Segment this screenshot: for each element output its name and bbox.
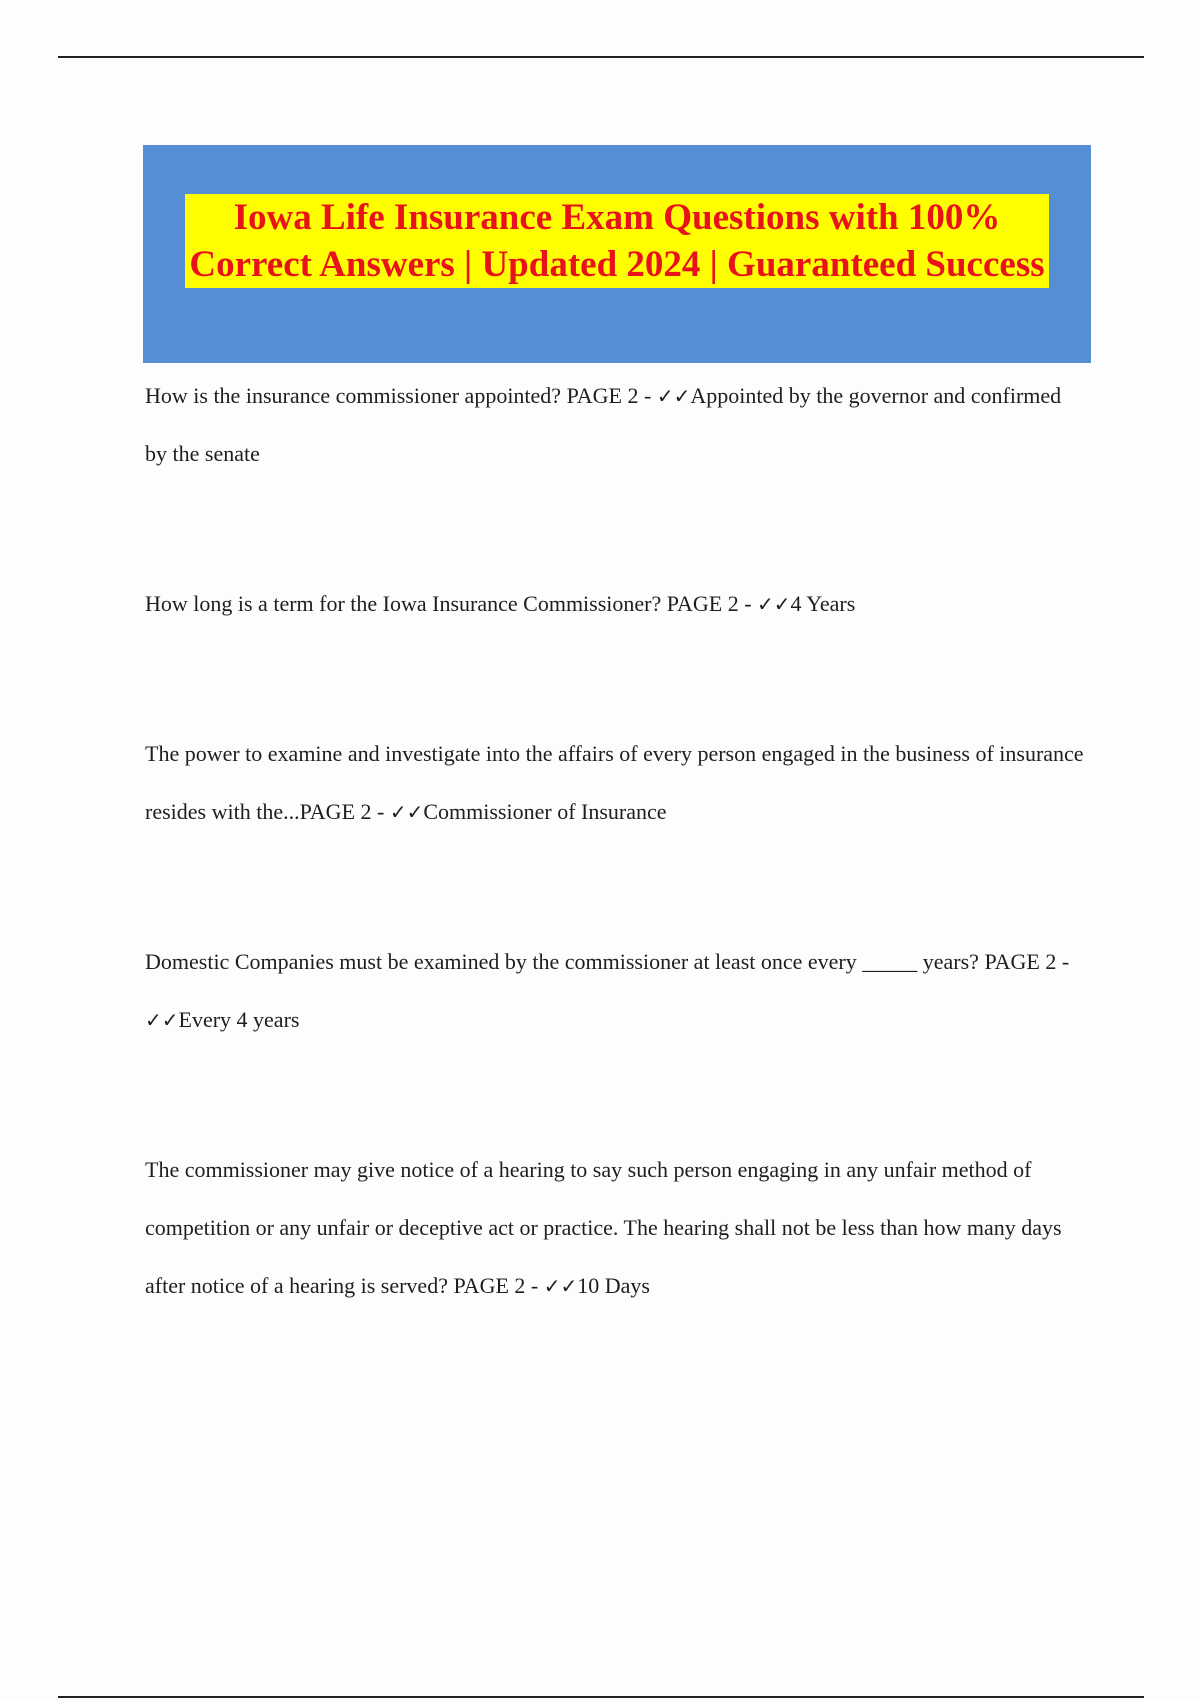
question-text: Domestic Companies must be examined by the commissioner at least once every _____ years? PAGE 2 - xyxy=(145,949,1070,974)
title-line-2: Correct Answers | Updated 2024 | Guaranteed Success xyxy=(189,244,1045,285)
answer-text: 10 Days xyxy=(577,1273,650,1298)
answer-text: Appointed by the governor and confirmed by the senate xyxy=(145,383,1062,466)
qa-item-1 xyxy=(145,367,1085,483)
qa-item-2 xyxy=(145,575,1085,633)
checkmark-icon: ✓✓ xyxy=(656,384,691,408)
title-banner xyxy=(143,145,1091,363)
qa-item-3 xyxy=(145,725,1085,841)
checkmark-icon: ✓✓ xyxy=(757,592,791,616)
checkmark-icon: ✓✓ xyxy=(543,1274,578,1298)
qa-item-5 xyxy=(145,1141,1085,1315)
question-text: How long is a term for the Iowa Insurance Commissioner? PAGE 2 - xyxy=(145,591,758,616)
qa-item-4 xyxy=(145,933,1085,1049)
answer-text: 4 Years xyxy=(790,591,856,616)
title-line-1: Iowa Life Insurance Exam Questions with 100% xyxy=(233,197,1001,238)
checkmark-icon: ✓✓ xyxy=(389,800,424,824)
answer-text: Every 4 years xyxy=(178,1007,300,1032)
document-title xyxy=(185,194,1048,288)
checkmark-icon: ✓✓ xyxy=(145,1008,179,1032)
question-text: How is the insurance commissioner appointed? PAGE 2 - xyxy=(145,383,657,408)
question-text: The commissioner may give notice of a hearing to say such person engaging in any unfair method of competition or any unfair or deceptive act or practice. The hearing shall not be less than how many days after notice of a hearing is served? PAGE 2 - xyxy=(145,1157,1062,1298)
answer-text: Commissioner of Insurance xyxy=(423,799,667,824)
question-text: The power to examine and investigate into the affairs of every person engaged in the business of insurance resides with the...PAGE 2 - xyxy=(145,741,1084,824)
top-rule xyxy=(58,56,1144,58)
bottom-rule xyxy=(58,1696,1144,1698)
